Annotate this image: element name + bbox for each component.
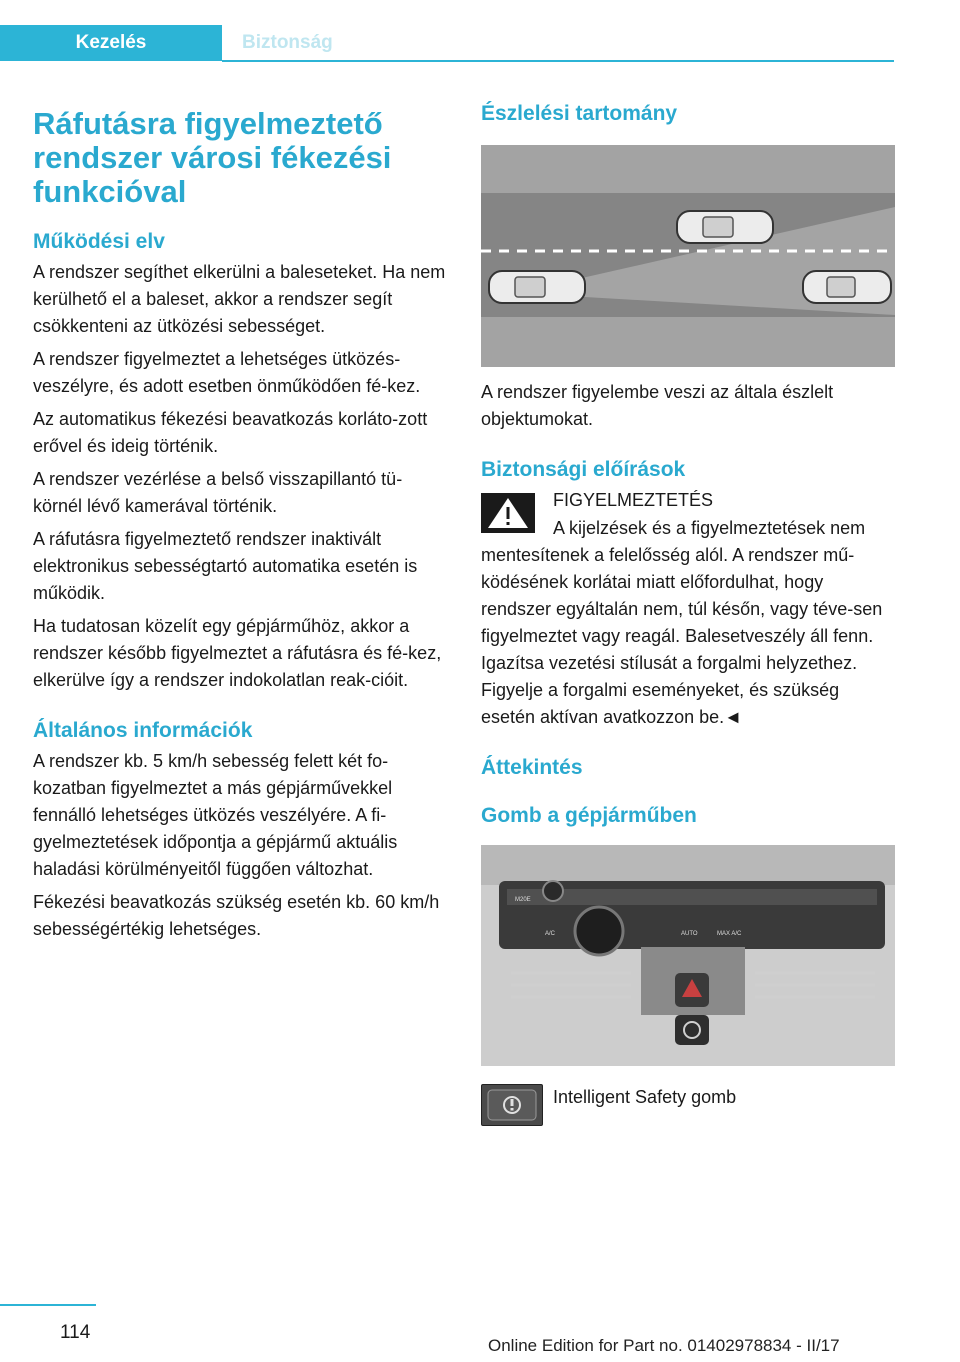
button-caption: Intelligent Safety gomb [553,1087,737,1107]
header-rule [222,60,894,62]
panel-label-m: M20E [515,897,531,903]
road-diagram [481,145,895,367]
warning-title: FIGYELMEZTETÉS [553,490,714,510]
warning-block [481,487,895,537]
section-tab-biztonsag[interactable]: Biztonság [242,32,333,53]
intelligent-safety-button-icon [481,1084,543,1126]
warning-icon [481,493,535,533]
right-column [481,101,895,1128]
paragraph: A ráfutásra figyelmeztető rendszer inaktivált elektronikus sebességtartó automatika esetén is működik. [33,529,418,603]
paragraph: Fékezési beavatkozás szükség esetén kb. 60 km/h sebességértékig lehetséges. [33,892,440,939]
page-number: 114 [60,1322,91,1343]
left-column [33,107,449,949]
section-tab-kezeles[interactable]: Kezelés [0,25,222,61]
paragraph: Ha tudatosan közelít egy gépjárműhöz, akkor a rendszer később figyelmeztet a ráfutásra és fé-kez, elkerülve így a rendszer indokolatlan reak-cióit. [33,616,442,690]
paragraph: A rendszer kb. 5 km/h sebesség felett két fo-kozatban figyelmeztet a más gépjárművekkel fennálló lehetséges ütközés veszélyére. A fi-gyelmeztetések időpontja a gépjármű aktuális haladási körülményeitől függően változhat. [33,751,398,879]
dashboard-panel-photo [481,845,895,1066]
heading-gomb-a-gepjarmuben: Gomb a gépjárműben [481,804,697,827]
heading-eszlelesi-tartomany: Észlelési tartomány [481,102,678,125]
panel-label-ac: A/C [545,931,556,937]
warning-text: A kijelzések és a figyelmeztetések nem mentesítenek a felelősség alól. A rendszer mű-ködésének korlátai miatt előfordulhat, hogy rendszer egyáltalán nem, túl későn, vagy téve-sen figyelmeztet vagy reagál. Balesetveszély áll fenn. Igazítsa vezetési stílusát a forgalmi helyzethez. Figyelje a forgalmi eseményeket, és szükség esetén aktívan avatkozzon be.◄ [481,518,883,727]
car-icon [489,271,585,303]
heading-mukodesi-elv: Működési elv [33,230,165,253]
figure-caption: A rendszer figyelembe veszi az általa észlelt objektumokat. [481,382,834,429]
car-icon [803,271,891,303]
paragraph: Az automatikus fékezési beavatkozás korláto-zott erővel és ideig történik. [33,409,428,456]
edition-note: Online Edition for Part no. 01402978834 - II/17 [488,1336,840,1355]
button-description [481,1084,895,1128]
paragraph: A rendszer vezérlése a belső visszapillantó tü-körnél lévő kamerával történik. [33,469,403,516]
heading-biztonsagi-eloirasok: Biztonsági előírások [481,458,686,481]
footer-rule [0,1304,96,1306]
paragraph: A rendszer figyelmeztet a lehetséges ütközés-veszélyre, és adott esetben önműködően fé-kez. [33,349,421,396]
panel-label-maxac: MAX A/C [717,931,742,937]
paragraph: A rendszer segíthet elkerülni a baleseteket. Ha nem kerülhető el a baleset, akkor a rendszer segít csökkenteni az ütközési sebességet. [33,262,446,336]
heading-altalanos-informaciok: Általános információk [33,719,253,742]
detection-range-illustration [481,145,895,367]
panel-label-auto: AUTO [681,931,698,937]
car-icon [677,211,773,243]
page-title: Ráfutásra figyelmeztető rendszer városi fékezési funkcióval [33,106,392,209]
heading-attekintes: Áttekintés [481,756,583,779]
